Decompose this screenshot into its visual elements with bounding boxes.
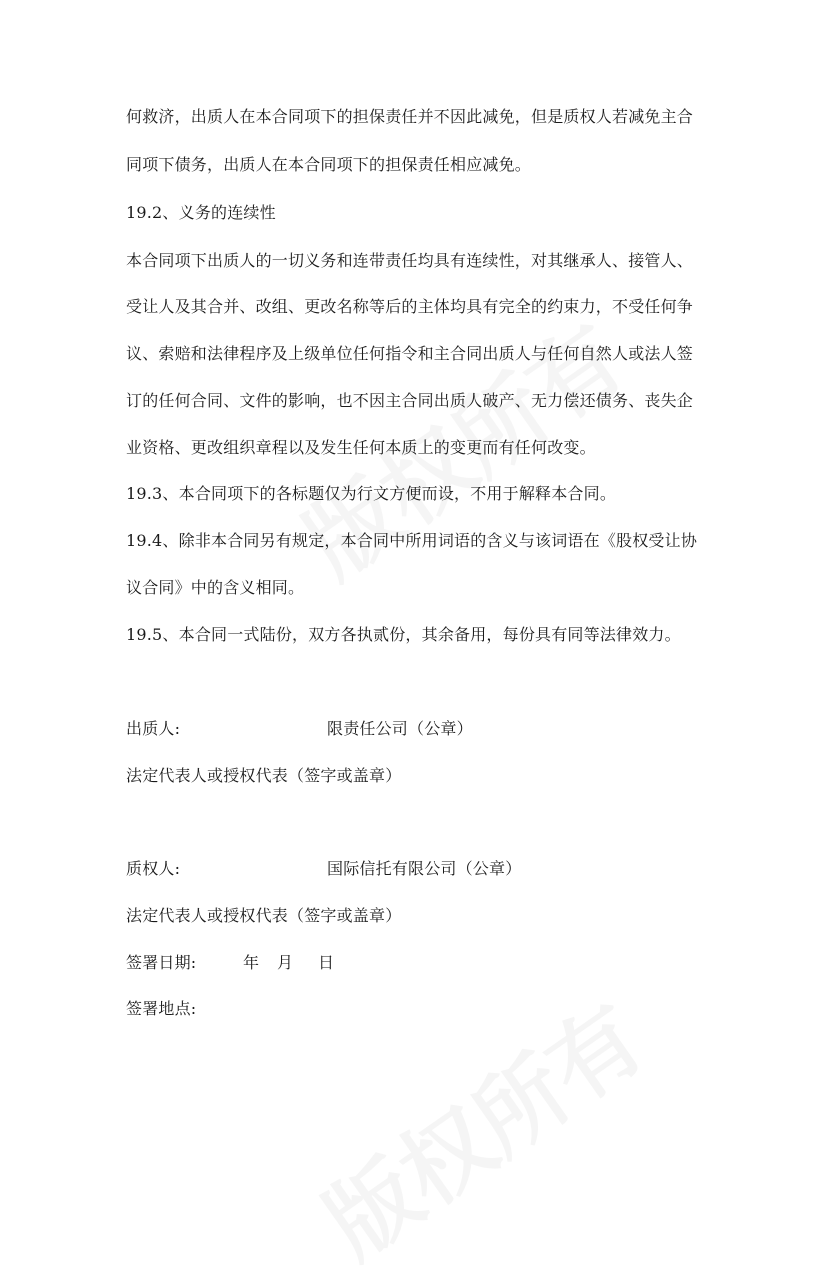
paragraph-line: 受让人及其合并、改组、更改名称等后的主体均具有完全的约束力，不受任何争 bbox=[126, 297, 694, 316]
paragraph-line: 同项下债务，出质人在本合同项下的担保责任相应减免。 bbox=[126, 155, 532, 174]
section-heading-19-2: 19.2、义务的连续性 bbox=[126, 203, 276, 222]
date-month: 月 bbox=[277, 953, 294, 972]
paragraph-line: 议、索赔和法律程序及上级单位任何指令和主合同出质人与任何自然人或法人签 bbox=[126, 344, 694, 363]
paragraph-line: 业资格、更改组织章程以及发生任何本质上的变更而有任何改变。 bbox=[126, 438, 596, 457]
pledgor-representative: 法定代表人或授权代表（签字或盖章） bbox=[126, 766, 402, 785]
date-year: 年 bbox=[243, 953, 260, 972]
pledgee-representative: 法定代表人或授权代表（签字或盖章） bbox=[126, 906, 402, 925]
section-19-5: 19.5、本合同一式陆份，双方各执贰份，其余备用，每份具有同等法律效力。 bbox=[126, 625, 681, 644]
paragraph-line: 本合同项下出质人的一切义务和连带责任均具有连续性，对其继承人、接管人、 bbox=[126, 251, 694, 270]
pledgor-company: 限责任公司（公章） bbox=[327, 719, 473, 738]
section-19-3: 19.3、本合同项下的各标题仅为行文方便而设，不用于解释本合同。 bbox=[126, 484, 617, 503]
paragraph-line: 议合同》中的含义相同。 bbox=[126, 578, 305, 597]
signing-date-label: 签署日期: bbox=[126, 953, 197, 972]
pledgor-label: 出质人: bbox=[126, 719, 181, 738]
section-19-4: 19.4、除非本合同另有规定，本合同中所用词语的含义与该词语在《股权受让协 bbox=[126, 531, 698, 550]
paragraph-line: 订的任何合同、文件的影响，也不因主合同出质人破产、无力偿还债务、丧失企 bbox=[126, 391, 694, 410]
paragraph-line: 何救济，出质人在本合同项下的担保责任并不因此减免，但是质权人若减免主合 bbox=[126, 107, 694, 126]
signing-place-label: 签署地点: bbox=[126, 999, 197, 1018]
pledgee-company: 国际信托有限公司（公章） bbox=[327, 859, 522, 878]
watermark bbox=[295, 969, 664, 1282]
pledgee-label: 质权人: bbox=[126, 859, 181, 878]
date-day: 日 bbox=[318, 953, 335, 972]
